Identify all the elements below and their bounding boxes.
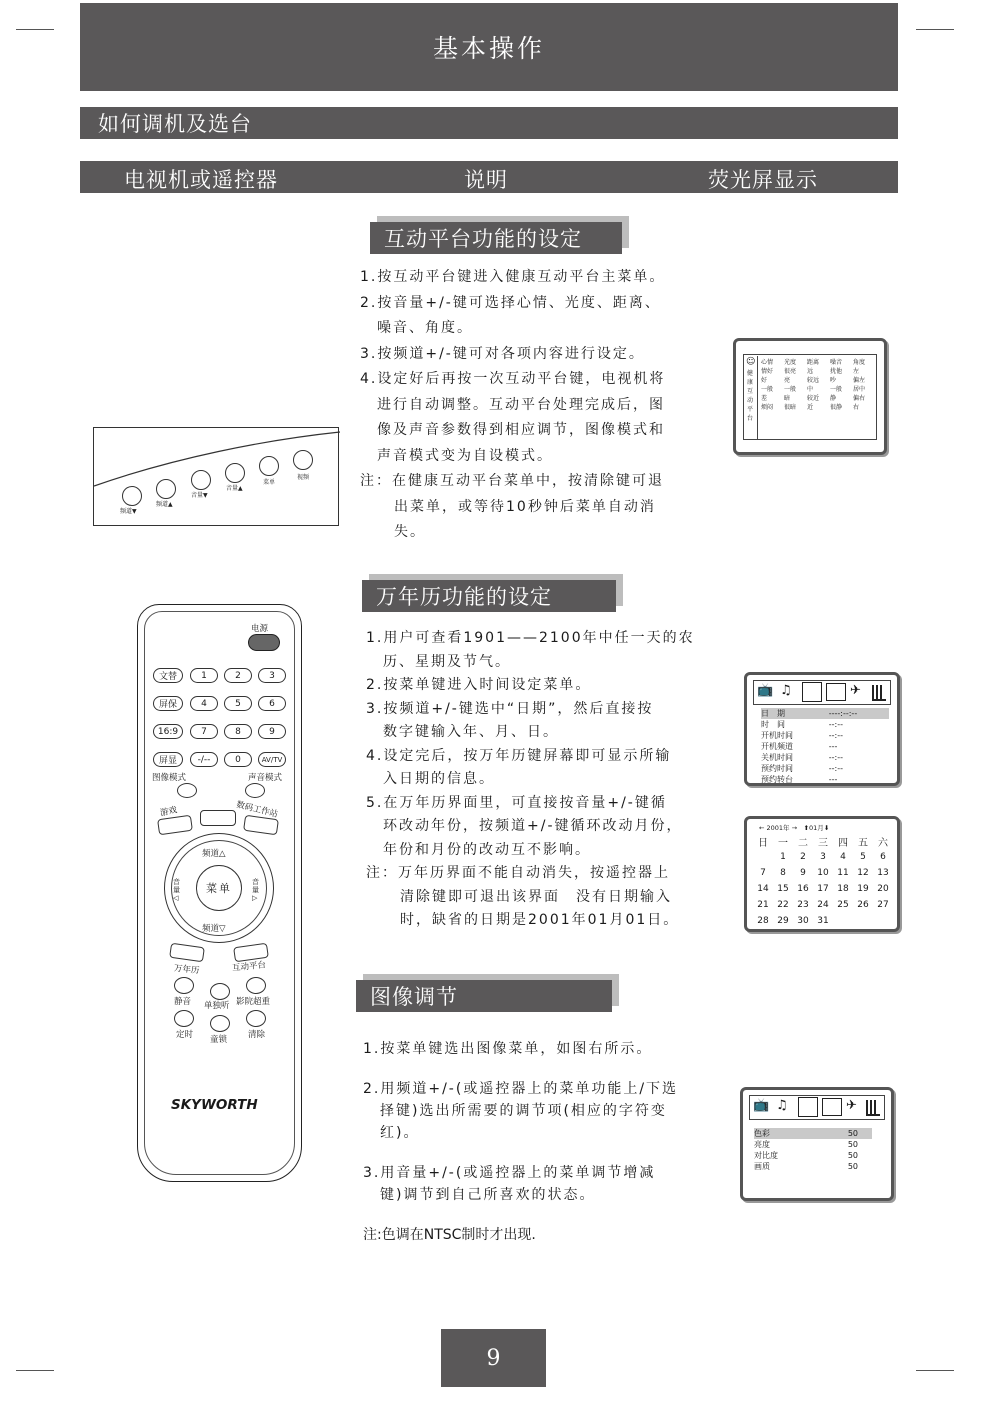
smile-icon: ☺ — [746, 357, 756, 367]
interactive-platform-heading: 互动平台功能的设定 — [370, 222, 622, 254]
remote-dash-button[interactable]: -/-- — [190, 752, 218, 767]
osd-grid: 心情 光度 距离 噪音 角度 情好 很亮 远 扰他 左 好 亮 较远 吵 偏左 一般 一般 中 一般 居中 差 暗 较近 静 偏右 烦闷 很暗 近 很静 右 — [761, 359, 866, 411]
remote-digit-8[interactable]: 8 — [224, 724, 252, 739]
channel-up-button[interactable]: 频道△ — [202, 849, 226, 859]
timer-button[interactable] — [174, 1010, 194, 1027]
column-header-bar — [80, 161, 898, 193]
volume-up-button[interactable]: 音量▷ — [252, 878, 259, 902]
sound-mode-button[interactable] — [245, 783, 265, 798]
music-icon: ♫ — [780, 683, 792, 698]
calendar-heading: 万年历功能的设定 — [362, 580, 616, 612]
mute-button[interactable] — [174, 977, 194, 994]
remote-digit-0[interactable]: 0 — [224, 752, 252, 767]
remote-text-button[interactable]: 文替 — [153, 668, 183, 683]
osd-picture-table: 色彩 50 亮度 50 对比度 50 画质 50 — [754, 1128, 872, 1172]
remote-digit-7[interactable]: 7 — [190, 724, 218, 739]
osd-picture-menu — [740, 1087, 894, 1201]
osd-cal-header: ← 2001年 → ⬆01月⬇ — [759, 824, 830, 832]
tv-ch-down-button[interactable] — [122, 486, 142, 506]
level-icon — [866, 1100, 880, 1116]
satellite-icon: ✈ — [850, 683, 861, 698]
power-button[interactable] — [248, 634, 280, 651]
crop-mark — [916, 29, 954, 30]
clock-icon — [798, 1097, 818, 1117]
page-number: 9 — [441, 1329, 546, 1387]
osd-time-menu — [744, 672, 900, 786]
remote-digit-9[interactable]: 9 — [258, 724, 286, 739]
level-icon — [872, 685, 886, 701]
tv-icon: 📺 — [753, 1098, 770, 1113]
channel-down-button[interactable]: 频道▽ — [202, 924, 226, 934]
crop-mark — [16, 1370, 54, 1371]
child-lock-button[interactable] — [210, 1015, 230, 1032]
column-center: 说明 — [464, 168, 508, 192]
screen-icon — [826, 683, 846, 701]
clear-button[interactable] — [246, 1010, 266, 1027]
remote-digit-3[interactable]: 3 — [258, 668, 286, 683]
column-left: 电视机或遥控器 — [124, 168, 278, 192]
osd-calendar — [744, 816, 900, 932]
menu-ok-button[interactable]: 菜单 — [196, 865, 242, 911]
remote-control: 电源 文替 1 2 3 屏保 4 5 6 16:9 7 8 9 屏显 -/-- 0 AV/TV 图像模式 声音模式 游戏 数码工作站 菜单 频道△ 频道▽ 音量◁ 音量▷ 万年历 互动平台 静音 单独听 影院超重 定时 童锁 清除 SKYWORTH — [137, 604, 302, 1182]
tv-video-button[interactable] — [293, 450, 313, 470]
remote-aspect-button[interactable]: 16:9 — [153, 724, 183, 739]
osd-menu-icon-bar — [749, 1095, 885, 1120]
remote-screensaver-button[interactable]: 屏保 — [153, 696, 183, 711]
tv-icon: 📺 — [757, 683, 774, 698]
remote-display-button[interactable]: 屏显 — [153, 752, 183, 767]
osd-cal-grid: 日 一 二 三 四 五 六 1 2 3 4 5 6 7 8 9 10 11 12 13 14 15 16 17 18 19 20 21 22 23 24 25 26 27 28 29 30 31 — [757, 838, 889, 926]
osd-time-table: 日 期 ----:--:-- 时 间 --:-- 开机时间 --:-- 开机频道 --- 关机时间 --:-- 预约时间 --:-- 预约转台 --- — [761, 708, 889, 785]
remote-digit-6[interactable]: 6 — [258, 696, 286, 711]
nav-ring — [164, 833, 274, 943]
remote-digit-1[interactable]: 1 — [190, 668, 218, 683]
screen-icon — [822, 1098, 842, 1116]
remote-digit-4[interactable]: 4 — [190, 696, 218, 711]
remote-digit-2[interactable]: 2 — [224, 668, 252, 683]
osd-interactive-platform — [733, 338, 887, 455]
osd-side-label: 健 康 互 动 平 台 — [747, 370, 754, 422]
tv-menu-button[interactable] — [259, 456, 279, 476]
cinema-bass-button[interactable] — [246, 977, 266, 994]
tv-ch-up-button[interactable] — [156, 479, 176, 499]
clock-icon — [802, 682, 822, 702]
remote-avtv-button[interactable]: AV/TV — [258, 752, 286, 767]
center-top-button[interactable] — [200, 810, 236, 826]
page-title: 基本操作 — [80, 3, 898, 91]
crop-mark — [916, 1370, 954, 1371]
osd-menu-icon-bar — [753, 680, 891, 705]
music-icon: ♫ — [776, 1098, 788, 1113]
column-right: 荧光屏显示 — [708, 168, 818, 192]
satellite-icon: ✈ — [846, 1098, 857, 1113]
tv-vol-down-button[interactable] — [191, 470, 211, 490]
picture-heading: 图像调节 — [356, 980, 612, 1012]
calendar-text: 1.用户可查看1901——2100年中任一天的农 历、星期及节气。 2.按菜单键进入时间设定菜单。 3.按频道+/-键选中“日期”，然后直接按 数字键输入年、月、日。 4.设定完后，按万年历键屏幕即可显示所输 入日期的信息。 5.在万年历界面里，可直接按音量+/-键循 环改动年份，按频道+/-键循环改动月份， 年份和月份的改动互不影响。 注：万年历界面不能自动消失，按遥控器上 清除键即可退出该界面 没有日期输入 时，缺省的日期是2001年01月01日。 — [366, 630, 695, 928]
single-listen-button[interactable] — [210, 983, 230, 1000]
picture-text: 1.按菜单键选出图像菜单，如图右所示。 2.用频道+/-(或遥控器上的菜单功能上/下选 择键)选出所需要的调节项(相应的字符变 红)。 3.用音量+/-(或遥控器上的菜单调节增减 键)调节到自己所喜欢的状态。 注:色调在NTSC制时才出现. — [363, 1041, 679, 1243]
section-title: 如何调机及选台 — [80, 107, 898, 139]
brand-logo: SKYWORTH — [171, 1097, 258, 1113]
image-mode-button[interactable] — [177, 783, 197, 798]
crop-mark — [16, 29, 54, 30]
tv-vol-up-button[interactable] — [225, 463, 245, 483]
interactive-platform-text: 1.按互动平台键进入健康互动平台主菜单。 2.按音量+/-键可选择心情、光度、距离、 噪音、角度。 3.按频道+/-键可对各项内容进行设定。 4.设定好后再按一次互动平台键，电视机将 进行自动调整。互动平台处理完成后，图 像及声音参数得到相应调节，图像模式和 声音模式变为自设模式。 注：在健康互动平台菜单中，按清除键可退 出菜单，或等待10秒钟后菜单自动消 失。 — [360, 269, 666, 540]
tv-front-panel: 频道▼ 频道▲ 音量▼ 音量▲ 菜单 视频 — [93, 427, 339, 526]
remote-digit-5[interactable]: 5 — [224, 696, 252, 711]
volume-down-button[interactable]: 音量◁ — [173, 878, 180, 902]
